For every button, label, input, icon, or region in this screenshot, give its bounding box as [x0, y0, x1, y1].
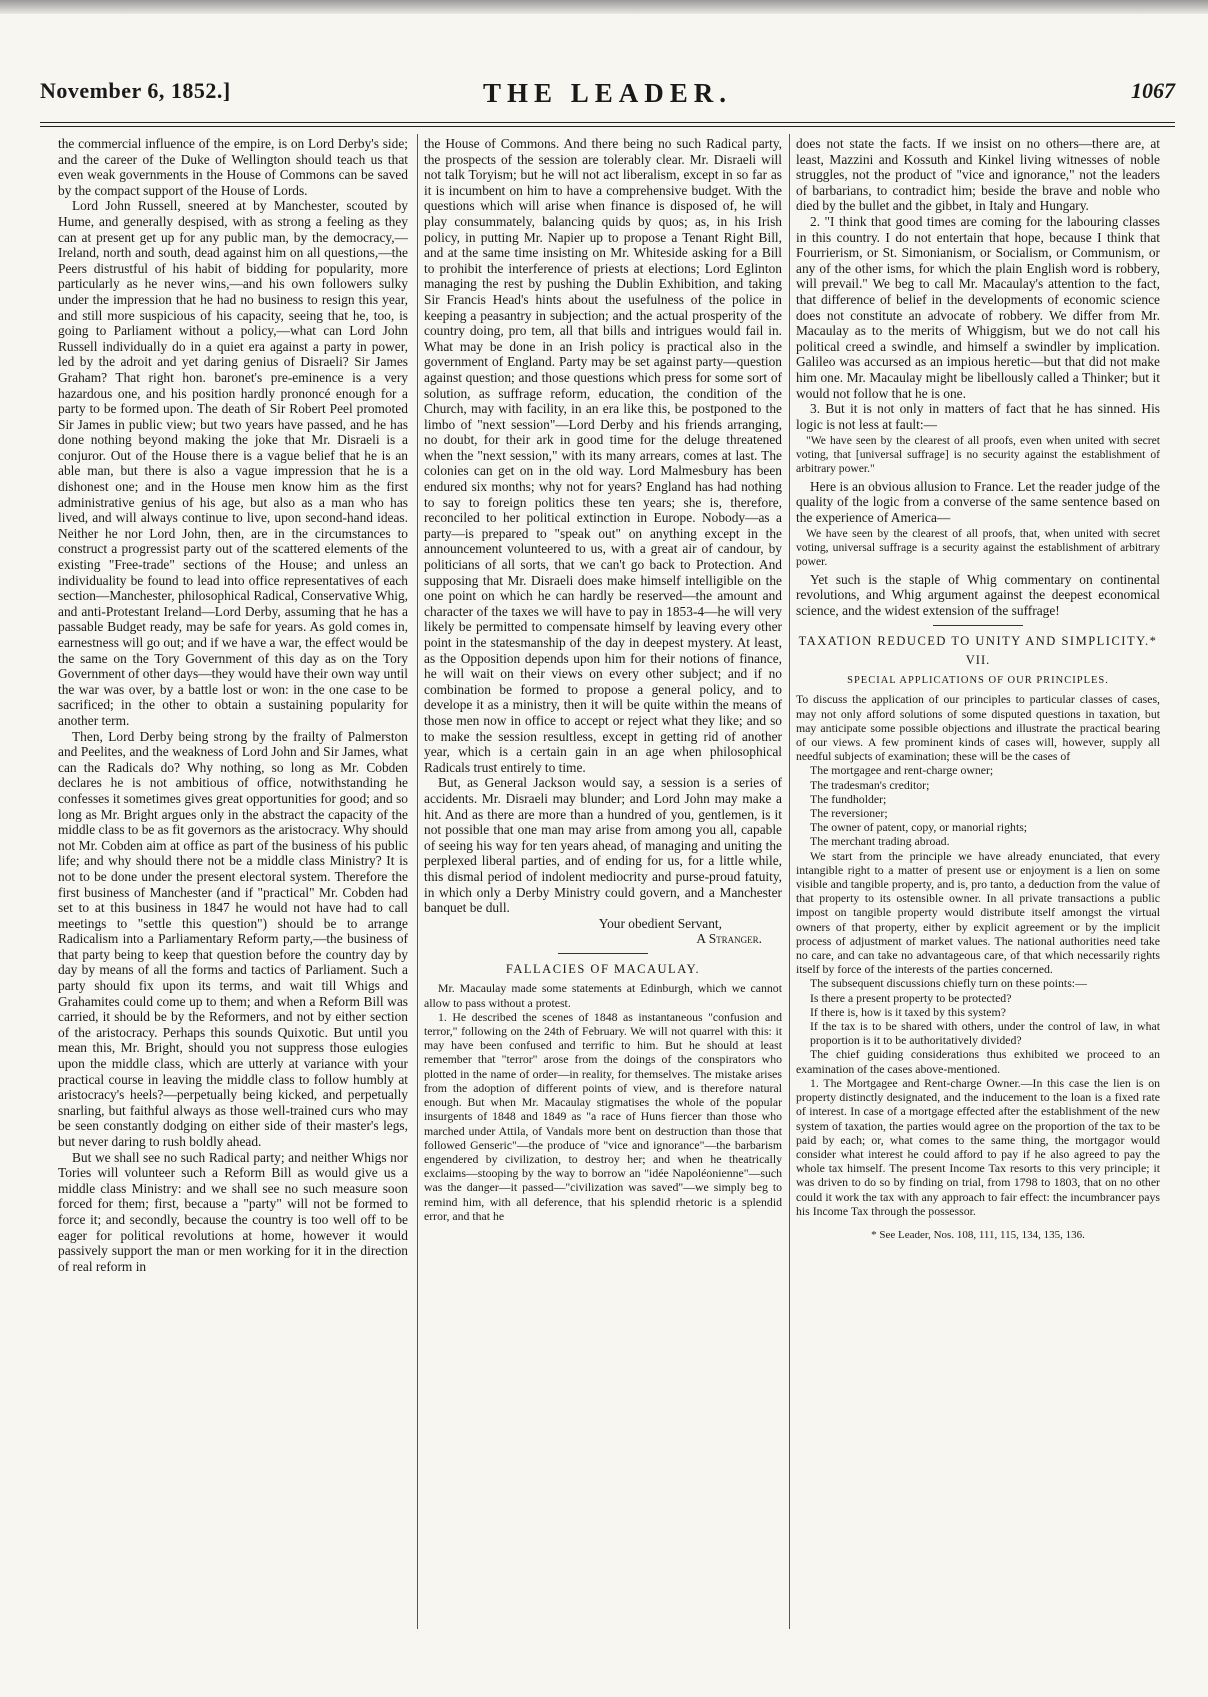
col3-paragraph: Yet such is the staple of Whig commentary on continental revolutions, and Whig argument against the deepest economical science, and the widest extension of the suffrage!: [796, 571, 1160, 619]
col1-paragraph: Then, Lord Derby being strong by the frailty of Palmerston and Peelites, and the weakness of Lord John and Sir James, what can the Radicals do? Why nothing, so long as Mr. Cobden declares he is not ambitious of office, notwithstanding he confesses it sometimes gives great opportunities for good; and so long as Mr. Bright argues only in the abstract the capacity of the middle class to be as fit governors as the aristocracy. Why should not Mr. Cobden aim at office as part of the business of his public life; and why should there not be a middle class Ministry? It is not to be done under the present electoral system. Therefore the first business of Manchester (and if "practical" Mr. Cobden had set to at this business in 1847 he would not have had to call meetings to "settle this question") should be to arrange Radicalism into a Parliamentary Reform party,—the business of that party being to keep that question before the country day by day by means of all the forms and tactics of Parliament. Such a party should fix upon its terms, and wait till Whigs and Grahamites could come up to them; and when a Reform Bill was carried, it should be by the Reformers, and not by either section of the aristocracy. Perhaps this sounds Quixotic. But until you mean this, Mr. Bright, should you not suppress those eulogies upon the middle class, which are utterly at variance with your practical course in leaving the middle class to follow humbly at aristocracy's heels?—perpetually being kicked, and perpetually snarling, but faithful always as those well-trained curs who may be seen constantly dodging on either side of their master's legs, but never daring to rush boldly ahead.: [58, 728, 408, 1149]
col3-paragraph: Here is an obvious allusion to France. Let the reader judge of the quality of the logic from a converse of the same sentence based on the experience of America—: [796, 478, 1160, 525]
taxation-body: [796, 692, 1160, 1242]
issue-date: November 6, 1852.]: [40, 78, 231, 103]
section-rule: [558, 953, 648, 954]
section-rule: [933, 625, 1023, 626]
col1-paragraph: Lord John Russell, sneered at by Manchester, scouted by Hume, and generally despised, with as strong a feeling as they can at present get up for any public man, by the democracy,—Ireland, north and south, dead against him on all questions,—the Peers distrustful of his habit of bidding for popularity, more particularly as he never wins,—and his own followers sulky under the impression that he had no business to resign this year, and still more suspicious of his capacity, seeing that he, too, is going to Parliament without a policy,—what can Lord John Russell individually do in a quiet era against a party in power, led by the adroit and yet daring genius of Disraeli? Sir James Graham? That right hon. baronet's pre-eminence is a very hazardous one, and his position hardly prononcé enough for a party to be formed upon. The death of Sir Robert Peel promoted Sir James in public view; but two years have passed, and he has done nothing beyond making the joke that Mr. Disraeli is a conjuror. Out of the House there is a vague belief that he is an able man, but there is also a vague impression that he is a dishonest one; and in the House men know him as the first administrative genius of his age, but also as a man who has lived, and will always continue to live, upon second-hand ideas. Neither he nor Lord John, then, are in the circumstances to construct a progressist party out of the scattered elements of the existing "Free-trade" sections of the House; and unless an individuality be found to lead into office representatives of each section—Manchester, philosophical Radical, Conservative Whig, and anti-Protestant Ireland—Lord Derby, assuming that he has a passable Budget ready, may be safe for years. As gold comes in, earnestness will go out; and if we have a war, the effect would be the same on the Tory Government of this day as on the Tory Government of other days—they would have their own way until the war was over, by a battle lost or won: in the one case to be sacrificed; in the other to obtain a sustaining popularity for another term.: [58, 198, 408, 728]
list-item: The fundholder;: [810, 791, 887, 806]
newspaper-title: THE LEADER.: [482, 78, 733, 108]
list-item: The tradesman's creditor;: [810, 777, 930, 792]
masthead: [40, 78, 1175, 114]
list-item: The mortgagee and rent-charge owner;: [810, 763, 994, 778]
list-item: The merchant trading abroad.: [810, 834, 950, 849]
column-divider-2: [789, 134, 790, 1629]
col2-article-paragraph: 1. He described the scenes of 1848 as instantaneous "confusion and terror," following on the 24th of February. We will not quarrel with this: it may have been confused and terrific to him. But he should at least remember that "terror" arose from the doings of the conspirators who plotted in the name of order—in reality, for themselves. The mistake arises from the adoption of different points of view, and is therefore natural enough. But when Mr. Macaulay stigmatises the whole of the popular insurgents of 1848 and 1849 as "a race of Huns fiercer than those who marched under Attila, of Vandals more bent on destruction than those that followed Genseric"—the produce of "vice and ignorance"—the barbarism engendered by civilization, to destroy her; and when he theatrically exclaims—stooping by the way to borrow an "idée Napoléonienne"—such was the danger—it passed—"civilization was saved"—we simply beg to remind him, with all deference, that his splendid rhetoric is a splendid error, and that he: [424, 1009, 782, 1223]
col2-paragraph: But, as General Jackson would say, a session is a series of accidents. Mr. Disraeli may blunder; and Lord John may make a hit. And as there are more than a hundred of you, gentlemen, is it not possible that one man may arise from among you all, capable of seeing his way for ten years ahead, of managing and uniting the perplexed liberal parties, and of ending for us, for a little while, this dismal period of indolent mediocrity and purse-proud fatuity, in which only a Derby Ministry could govern, and a Manchester banquet be dull.: [424, 775, 782, 916]
page-number: 1067: [1131, 78, 1175, 103]
list-item: Is there a present property to be protected?: [810, 990, 1012, 1005]
quote-text: We have seen by the clearest of all proofs, that, when united with secret voting, universal suffrage is a security against the establishment of arbitrary power.: [796, 527, 1160, 569]
col1-paragraph: But we shall see no such Radical party; and neither Whigs nor Tories will volunteer such a Reform Bill as would give us a middle class Ministry: and we shall see no such measure soon forced for them; first, because a "party" will not be formed to force it; and secondly, because the country is too well off to be eager for political revolutions at home, however it would passively support the man or men working for it in the direction of real reform in: [58, 1149, 408, 1274]
column-2: [424, 136, 782, 1636]
col3-small-paragraph: 1. The Mortgagee and Rent-charge Owner.—In this case the lien is on property distinctly designated, and the inducement to the loan is a fixed rate of interest. In case of a mortgage effected after the establishment of the new system of taxation, the parties would agree on the proportion of the tax to be paid by each; or, what comes to the same thing, the mortgagor would consider what interest he could afford to pay if he also agreed to pay the whole tax himself. The present Income Tax resorts to this very principle; it was driven to do so by finding on trial, from 1798 to 1803, that on no other could it work the tax with any approach to fair effect: the incumbrancer pays his Income Tax through the possessor.: [796, 1075, 1160, 1218]
footnote: * See Leader, Nos. 108, 111, 115, 134, 135, 136.: [871, 1228, 1085, 1241]
col2-article-paragraph: Mr. Macaulay made some statements at Edinburgh, which we cannot allow to pass without a protest.: [424, 981, 782, 1010]
column-3: [796, 136, 1160, 1636]
article-title-taxation: TAXATION REDUCED TO UNITY AND SIMPLICITY.*: [798, 633, 1158, 648]
article-subtitle: SPECIAL APPLICATIONS OF OUR PRINCIPLES.: [847, 674, 1109, 686]
quote-text: "We have seen by the clearest of all proofs, even when united with secret voting, that [universal suffrage] is no security against the establishment of arbitrary power.": [796, 434, 1160, 475]
col3-paragraph: 3. But it is not only in matters of fact that he has sinned. His logic is not less at fault:—: [796, 401, 1160, 432]
block-quote: [796, 434, 1160, 475]
col2-paragraph: the House of Commons. And there being no such Radical party, the prospects of the session are tolerably clear. Mr. Disraeli will not talk Toryism; but he will not act liberalism, except in so far as it is incumbent on him to have a comprehensive budget. With the questions which will arise when finance is disposed of, he will play consummately, balancing quids by quos; as, in his Irish policy, in putting Mr. Napier up to propose a Tenant Right Bill, and at the same time insisting on Mr. Whiteside asking for a Bill to prohibit the interference of priests at elections; Lord Eglinton managing the rest by pushing the Dublin Exhibition, and taking Sir Francis Head's hints about the usefulness of the police in keeping a peasantry in subjection; and the actual prosperity of the country doing, pro tem, all that bills and intrigues would fail in. What may be done in an Irish policy is practical also in the government of England. Party may be set against party—question against question; and those questions which press for some sort of solution, as suffrage reform, education, the condition of the Church, may with facility, in an era like this, be postponed to the limbo of "next session"—Lord Derby and his friends arranging, no doubt, for their ark in good time for the deluge threatened when the "next session," with its many arrears, comes at last. The colonies can get on in the old way. Lord Malmesbury has been endured six months; why not for years? England has had nothing to say to foreign politics these ten years; she is, therefore, reconciled to her political extinction in Europe. Nobody—as a party—is prepared to "speak out" on anything except in the announcement volunteered to us, with a great air of candour, by politicians of all sorts, that we can't go back to Protection. And supposing that Mr. Disraeli does make himself intelligible on the one point on which he can hardly be reserved—the amount and character of the taxes we will have to pay in 1853-4—he will very likely be permitted to compensate himself by leaving every other point in the statesmanship of the day in deepest mystery. At least, as the Opposition depends upon him for their notions of finance, he will wait on their views on every other subject; and if no combination be formed to propose a general policy, and to develope it as a ministry, then it will be quite within the means of those men now in office to accept or reject what they like; and so to make the session resultless, except in getting rid of another year, which is a certain gain in an age when philosophical Radicals trust entirely to time.: [424, 136, 782, 775]
block-quote: [796, 527, 1160, 568]
masthead-rule-thin: [40, 126, 1175, 127]
article-title-fallacies: FALLACIES OF MACAULAY.: [505, 961, 701, 976]
letter-signature: A Stranger.: [696, 931, 762, 947]
col3-small-paragraph: The subsequent discussions chiefly turn on these points:—: [810, 976, 1087, 991]
column-divider-1: [417, 134, 418, 1629]
col3-paragraph: 2. "I think that good times are coming for the labouring classes in this country. I do not entertain that hope, because I think that Fourrierism, or St. Simonianism, or Socialism, or Communism, or any of the other isms, for which the plain English word is robbery, will prevail." We beg to call Mr. Macaulay's attention to the fact, that difference of belief in the developments of economic science does not constitute an advocate of robbery. We differ from Mr. Macaulay as to the merits of Whiggism, but we do not call his political creed a swindle, and himself a swindler by implication. Galileo was accursed as an impious heretic—but that did not make him one. Mr. Macaulay might be libellously called a Thinker; but it would not follow that he is one.: [796, 213, 1160, 401]
letter-sign-off: Your obedient Servant,: [598, 915, 722, 931]
list-item: The owner of patent, copy, or manorial rights;: [810, 820, 1028, 835]
list-item: The reversioner;: [810, 806, 888, 821]
list-item: If there is, how is it taxed by this system?: [810, 1004, 1006, 1019]
col3-small-paragraph: To discuss the application of our principles to particular classes of cases, may not only afford solutions of some disputed questions in taxation, but may anticipate some possible objections and illustrate the practical bearing of our views. A few prominent kinds of cases will, however, supply all needful subjects of examination; these will be the cases of: [796, 692, 1160, 764]
masthead-rule: [40, 122, 1175, 123]
article-number: VII.: [965, 653, 991, 668]
col3-small-paragraph: We start from the principle we have already enunciated, that every intangible right to a matter of present use or enjoyment is a lien on some visible and tangible property, and is, pro tanto, a deduction from the value of that property to its ostensible owner. In all private transactions a public impost on tangible property would distribute itself amongst the virtual owners of that property, either by explicit agreement or by the implicit process of adjustment of market values. The national authorities need take no care, and can take no advantageous care, of that which necessarily rights itself by force of the interests of the parties concerned.: [796, 848, 1160, 977]
col3-small-paragraph: The chief guiding considerations thus exhibited we proceed to an examination of the cases above-mentioned.: [796, 1047, 1160, 1076]
questions-list: [796, 991, 1160, 1048]
column-1: [58, 136, 408, 1636]
cases-list: [796, 763, 1160, 848]
list-item: If the tax is to be shared with others, under the control of law, in what proportion is it to be authoritatively divided?: [810, 1019, 1160, 1048]
page-top-edge: [0, 0, 1208, 14]
col1-paragraph: the commercial influence of the empire, is on Lord Derby's side; and the career of the Duke of Wellington should teach us that even weak governments in the House of Commons can be saved by the compact support of the House of Lords.: [58, 136, 408, 198]
col3-paragraph: does not state the facts. If we insist on no others—there are, at least, Mazzini and Kossuth and Kinkel living witnesses of noble struggles, not the product of "vice and ignorance," not the leaders of barbarians, to contradict him; beside the brave and noble who died by the bullet and the gibbet, in Italy and Hungary.: [796, 136, 1160, 214]
